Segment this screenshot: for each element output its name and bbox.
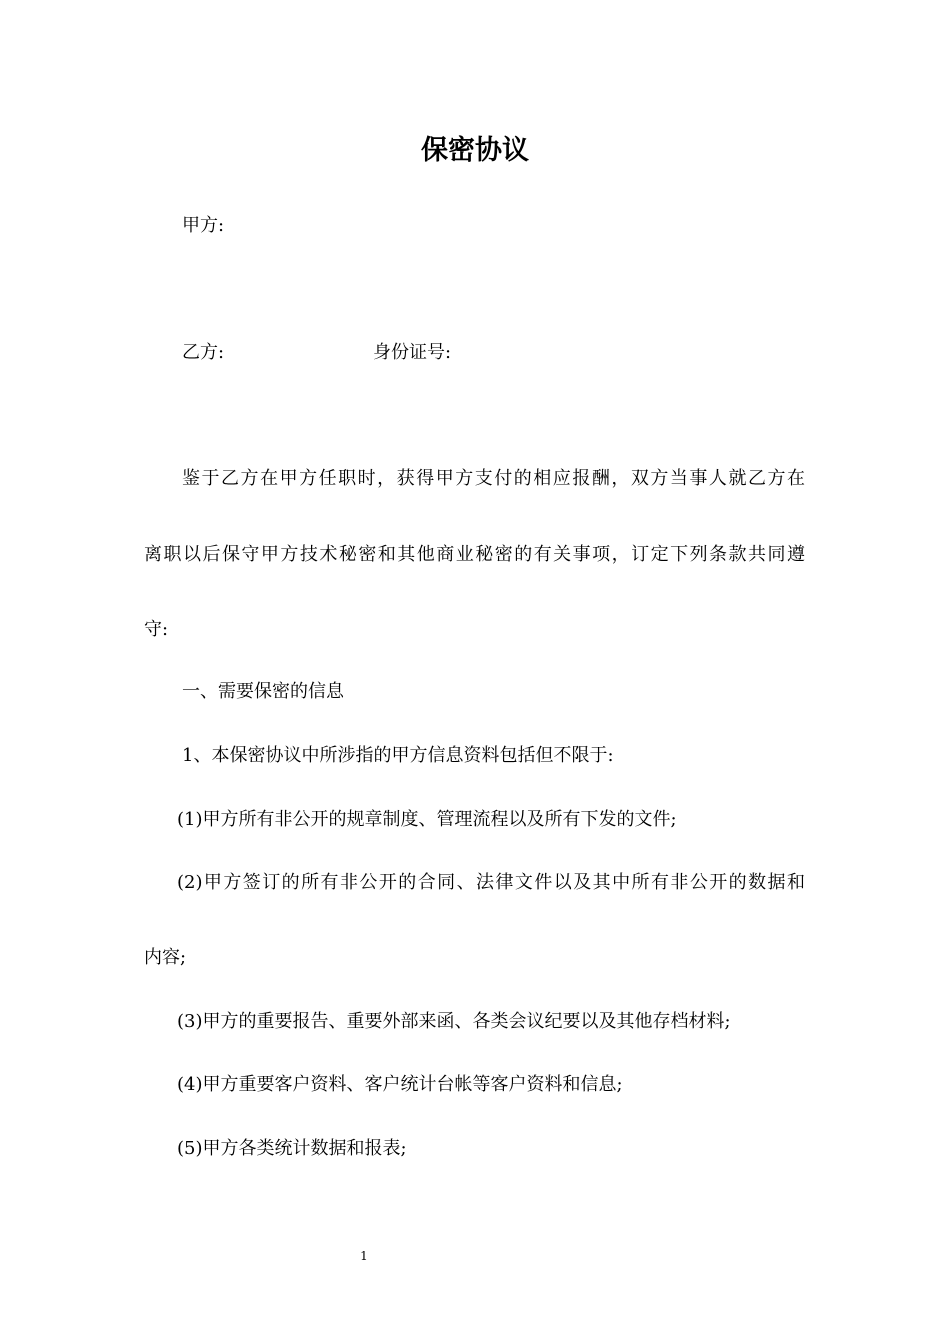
party-a-label: 甲方: xyxy=(182,215,225,236)
preamble-line-3: 守: xyxy=(144,619,169,640)
list-item-5: (5)甲方各类统计数据和报表; xyxy=(177,1138,407,1159)
list-item-2-line-2: 内容; xyxy=(144,947,187,968)
list-item-3: (3)甲方的重要报告、重要外部来函、各类会议纪要以及其他存档材料; xyxy=(177,1011,731,1032)
id-number-label: 身份证号: xyxy=(373,342,452,363)
preamble-line-1: 鉴于乙方在甲方任职时，获得甲方支付的相应报酬，双方当事人就乙方在 xyxy=(182,468,805,489)
clause-1: 1、本保密协议中所涉指的甲方信息资料包括但不限于: xyxy=(182,745,614,766)
list-item-4: (4)甲方重要客户资料、客户统计台帐等客户资料和信息; xyxy=(177,1074,623,1095)
page-number: 1 xyxy=(360,1249,368,1263)
list-item-2-line-1: (2)甲方签订的所有非公开的合同、法律文件以及其中所有非公开的数据和 xyxy=(177,872,805,893)
party-b-label: 乙方: xyxy=(182,342,225,363)
preamble-line-2: 离职以后保守甲方技术秘密和其他商业秘密的有关事项，订定下列条款共同遵 xyxy=(144,544,805,565)
list-item-1: (1)甲方所有非公开的规章制度、管理流程以及所有下发的文件; xyxy=(177,809,677,830)
document-title: 保密协议 xyxy=(421,135,529,166)
section-heading-confidential-info: 一、需要保密的信息 xyxy=(182,681,344,702)
